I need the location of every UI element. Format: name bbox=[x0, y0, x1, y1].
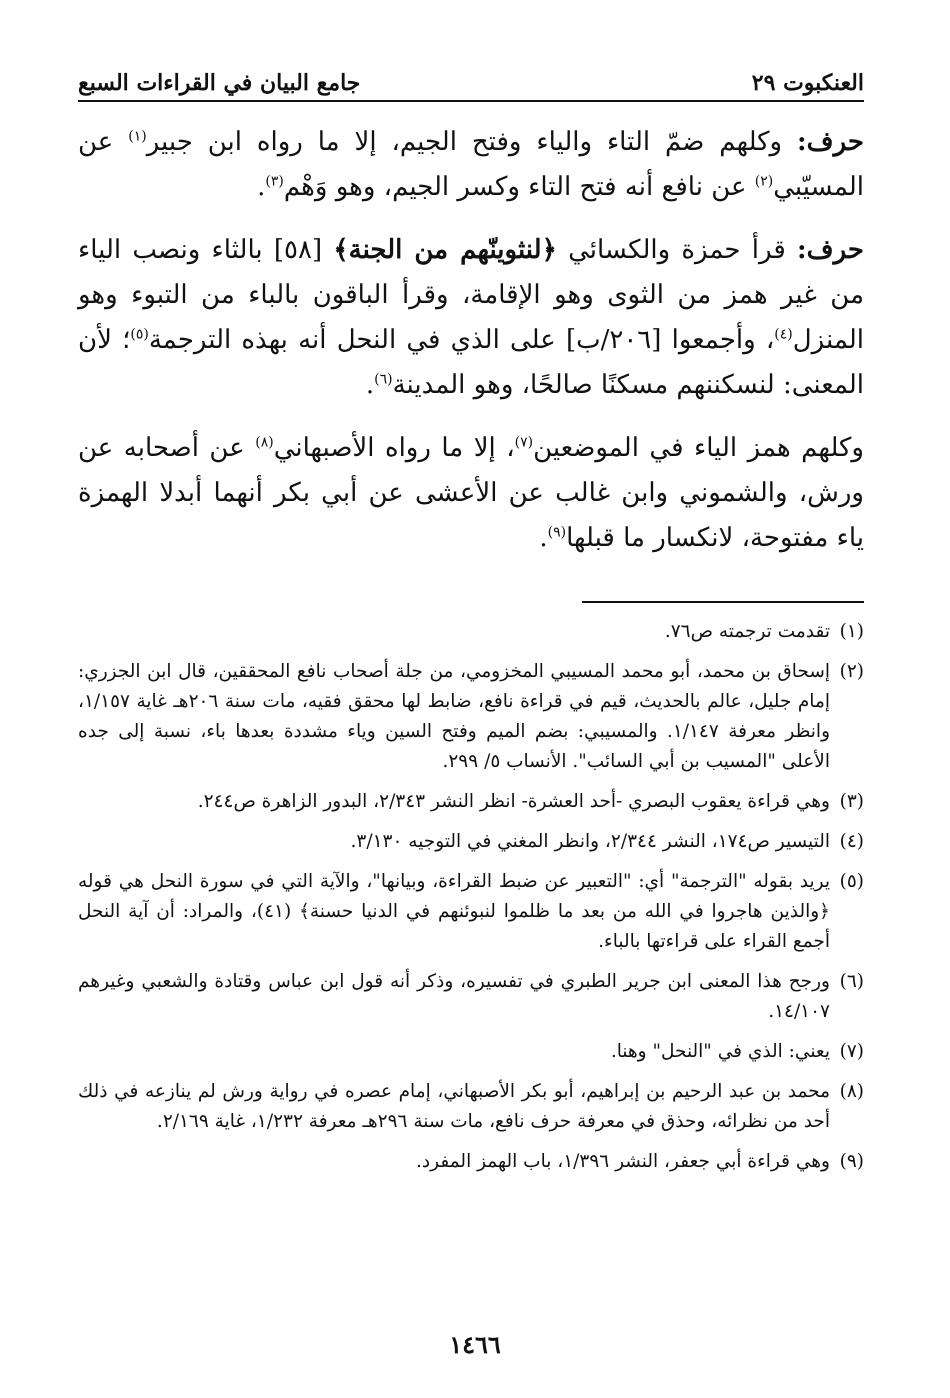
footnote-number: (٧) bbox=[839, 1041, 864, 1062]
page-number: ١٤٦٦ bbox=[449, 1330, 501, 1359]
footnote-ref[interactable]: (٢) bbox=[754, 173, 774, 190]
text-run: ؛ لأن المعنى: لنسكننهم مسكنًا صالحًا، وهو المدينة bbox=[78, 325, 864, 400]
footnote-text: التيسير ص١٧٤، النشر ٢/٣٤٤، وانظر المغني في التوجيه ٣/١٣٠. bbox=[350, 831, 830, 852]
footnote-number: (٦) bbox=[839, 971, 864, 992]
footnote-item bbox=[78, 827, 864, 857]
footnote-number: (٢) bbox=[839, 661, 864, 682]
footnote-ref[interactable]: (٥) bbox=[130, 326, 149, 343]
paragraph-1 bbox=[78, 120, 864, 210]
text-run: وكلهم ضمّ التاء والياء وفتح الجيم، إلا ما رواه ابن جبير bbox=[146, 127, 798, 157]
footnote-item bbox=[78, 867, 864, 957]
text-run: ، إلا ما رواه الأصبهاني bbox=[273, 433, 515, 463]
footnote-text: محمد بن عبد الرحيم بن إبراهيم، أبو بكر الأصبهاني، إمام عصره في رواية ورش لم ينازعه في ذلك أحد من نظرائه، وحذق في معرفة حرف نافع، مات سنة ٢٩٦هـ معرفة ١/٢٣٢، غاية ٢/١٦٩. bbox=[78, 1081, 830, 1132]
text-run: ، وأجمعوا [٢٠٦/ب] على الذي في النحل أنه بهذه الترجمة bbox=[148, 325, 775, 355]
footnote-ref[interactable]: (٩) bbox=[547, 524, 567, 541]
section-lead: حرف: bbox=[797, 235, 864, 265]
text-run: وكلهم همز الياء في الموضعين bbox=[533, 433, 864, 463]
footnote-separator bbox=[582, 601, 864, 603]
book-page bbox=[78, 62, 864, 1187]
quran-verse: ﴿لنثوينّهم من الجنة﴾ bbox=[333, 235, 557, 265]
footnote-number: (١) bbox=[839, 621, 864, 642]
footnote-ref[interactable]: (٦) bbox=[374, 371, 393, 388]
footnote-item bbox=[78, 787, 864, 817]
footnote-item bbox=[78, 1147, 864, 1177]
main-text bbox=[78, 120, 864, 561]
footnote-ref[interactable]: (٧) bbox=[514, 434, 534, 451]
footnotes bbox=[78, 617, 864, 1177]
header-book-title: جامع البيان في القراءات السبع bbox=[78, 70, 361, 96]
text-run: . bbox=[257, 172, 266, 202]
text-run: . bbox=[365, 370, 375, 400]
footnote-item bbox=[78, 1037, 864, 1067]
footnote-ref[interactable]: (١) bbox=[128, 128, 147, 145]
footnote-number: (٨) bbox=[839, 1081, 864, 1102]
section-lead: حرف: bbox=[797, 127, 864, 157]
footnote-text: وهي قراءة يعقوب البصري -أحد العشرة- انظر النشر ٢/٣٤٣، البدور الزاهرة ص٢٤٤. bbox=[197, 791, 830, 812]
running-header bbox=[78, 62, 864, 102]
footnote-text: يعني: الذي في "النحل" وهنا. bbox=[610, 1041, 830, 1062]
paragraph-3 bbox=[78, 426, 864, 561]
text-run: عن أصحابه عن ورش، والشموني وابن غالب عن الأعشى عن أبي بكر أنهما أبدلا الهمزة ياء مفتوحة، لانكسار ما قبلها bbox=[78, 433, 864, 553]
footnote-number: (٣) bbox=[839, 791, 864, 812]
footnote-text: ورجح هذا المعنى ابن جرير الطبري في تفسيره، وذكر أنه قول ابن عباس وقتادة والشعبي وغيرهم ١٤/١٠٧. bbox=[78, 971, 830, 1022]
text-run: عن نافع أنه فتح التاء وكسر الجيم، وهو وَهْم bbox=[283, 172, 755, 202]
header-chapter: العنكبوت ٢٩ bbox=[751, 70, 864, 96]
footnote-item bbox=[78, 1077, 864, 1137]
text-run: [٥٨] بالثاء ونصب الياء من غير همز من الثوى وهو الإقامة، وقرأ الباقون بالباء من التبوء وهو المنزل bbox=[78, 235, 864, 355]
paragraph-2 bbox=[78, 228, 864, 408]
text-run: عن المسيّبي bbox=[78, 127, 864, 202]
footnote-number: (٤) bbox=[839, 831, 864, 852]
footnote-ref[interactable]: (٤) bbox=[774, 326, 793, 343]
text-run: . bbox=[539, 523, 548, 553]
footnote-text: يريد بقوله "الترجمة" أي: "التعبير عن ضبط القراءة، وبيانها"، والآية التي في سورة النحل هي قوله ﴿والذين هاجروا في الله من بعد ما ظلموا لنبوئنهم في الدنيا حسنة﴾ (٤١)، والمراد: أن آية النحل أجمع القراء على قراءتها بالباء. bbox=[78, 871, 830, 952]
footnote-item bbox=[78, 617, 864, 647]
footnote-ref[interactable]: (٨) bbox=[255, 434, 274, 451]
footnote-text: إسحاق بن محمد، أبو محمد المسيبي المخزومي، من جلة أصحاب نافع المحققين، قال ابن الجزري: إمام جليل، عالم بالحديث، قيم في قراءة نافع، ضابط لها محقق فقيه، مات سنة ٢٠٦هـ غاية ١/١٥٧، وانظر معرفة ١/١٤٧. والمسيبي: بضم الميم وفتح السين وياء مشددة بعدها باء، نسبة إلى جده الأعلى "المسيب بن أبي السائب". الأنساب ٥/ ٢٩٩. bbox=[78, 661, 831, 772]
footnote-item bbox=[78, 657, 864, 777]
footnote-text: تقدمت ترجمته ص٧٦. bbox=[664, 621, 830, 642]
footnote-number: (٥) bbox=[839, 871, 864, 892]
footnote-ref[interactable]: (٣) bbox=[265, 173, 284, 190]
text-run: قرأ حمزة والكسائي bbox=[556, 235, 798, 265]
footnote-item bbox=[78, 967, 864, 1027]
footnote-number: (٩) bbox=[839, 1151, 864, 1172]
footnote-text: وهي قراءة أبي جعفر، النشر ١/٣٩٦، باب الهمز المفرد. bbox=[416, 1151, 830, 1172]
